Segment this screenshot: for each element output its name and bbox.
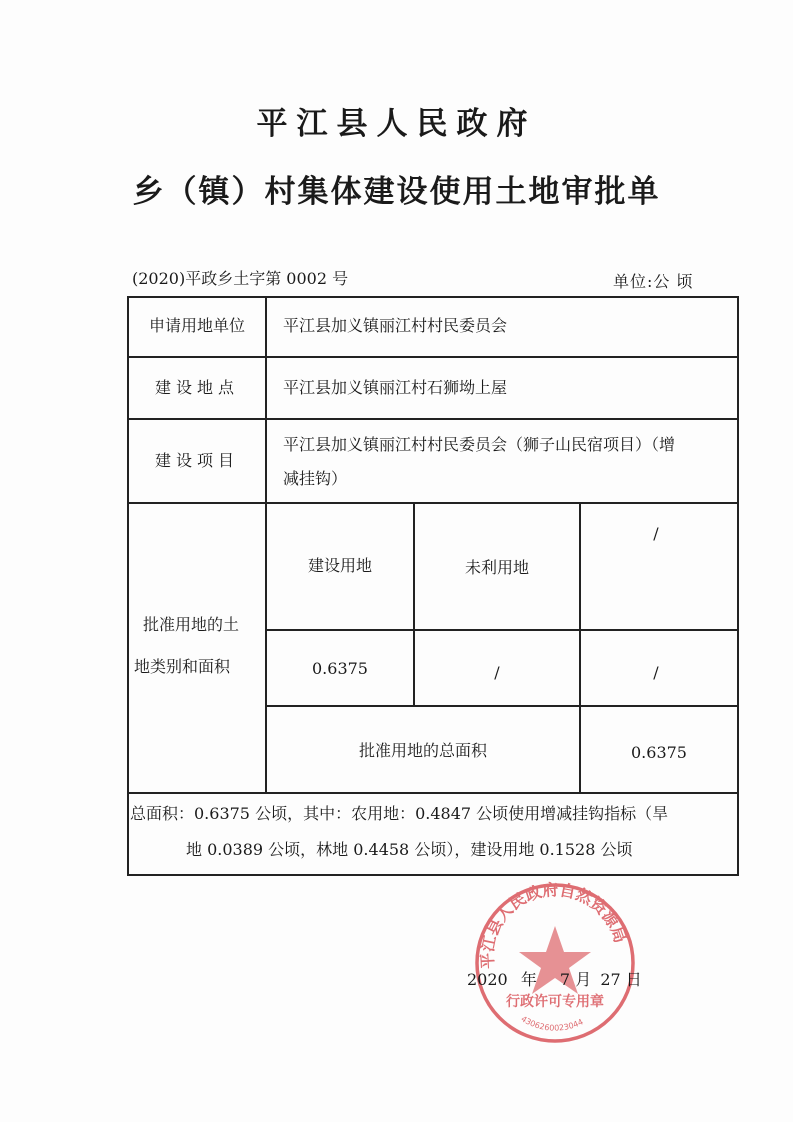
note-border-bottom [127, 874, 739, 876]
applicant-label: 申请用地单位 [148, 316, 245, 335]
total-area-value: 0.6375 [631, 743, 687, 762]
third-column-header: / [653, 524, 659, 543]
svg-text:行政许可专用章: 行政许可专用章 [506, 994, 604, 1010]
project-value-line1: 平江县加义镇丽江村村民委员会（狮子山民宿项目）（增 [283, 435, 676, 454]
svg-text:4306260023044: 4306260023044 [519, 1014, 585, 1033]
unused-land-value: / [494, 663, 500, 682]
applicant-value: 平江县加义镇丽江村村民委员会 [283, 316, 508, 335]
location-value: 平江县加义镇丽江村石狮坳上屋 [283, 378, 508, 397]
construction-land-header: 建设用地 [307, 556, 372, 575]
project-label: 建设项目 [154, 451, 239, 470]
category-label-line2: 地类别和面积 [134, 657, 231, 676]
construction-land-value: 0.6375 [312, 659, 368, 678]
document-number: (2020)平政乡土字第 0002 号 [132, 269, 349, 288]
unit-label: 单位:公 顷 [613, 272, 694, 291]
column-divider [265, 296, 267, 793]
row-divider [127, 418, 738, 420]
table-border-bottom [127, 792, 738, 794]
date-day-unit: 日 [625, 970, 642, 989]
area-summary-note [130, 796, 730, 868]
unused-land-header: 未利用地 [464, 558, 529, 577]
note-line2: 地 0.0389 公顷，林地 0.4458 公顷），建设用地 0.1528 公顷 [186, 840, 633, 859]
project-value-line2: 减挂钩） [283, 469, 348, 488]
third-column-value: / [653, 663, 659, 682]
row-divider [127, 356, 738, 358]
category-label-line1: 批准用地的土 [143, 615, 240, 634]
official-seal [470, 878, 640, 1048]
total-area-label: 批准用地的总面积 [358, 741, 487, 760]
table-border-right [737, 296, 739, 875]
approval-date [467, 967, 642, 990]
table-border-top [127, 296, 738, 298]
date-day: 27 [600, 970, 621, 989]
page-title: 平江县人民政府 [256, 106, 537, 142]
date-year-unit: 年 [520, 970, 537, 989]
row-divider [266, 705, 738, 707]
location-label: 建设地点 [154, 378, 239, 397]
page-subtitle: 乡（镇）村集体建设使用土地审批单 [132, 174, 661, 210]
date-month: 7 [559, 970, 571, 989]
date-month-unit: 月 [575, 970, 592, 989]
date-year: 2020 [467, 970, 508, 989]
svg-text:平江县人民政府自然资源局: 平江县人民政府自然资源局 [477, 880, 631, 970]
note-line1: 总面积：0.6375 公顷，其中：农用地：0.4847 公顷使用增减挂钩指标（旱 [130, 804, 669, 823]
row-divider [266, 629, 738, 631]
row-divider [127, 502, 738, 504]
